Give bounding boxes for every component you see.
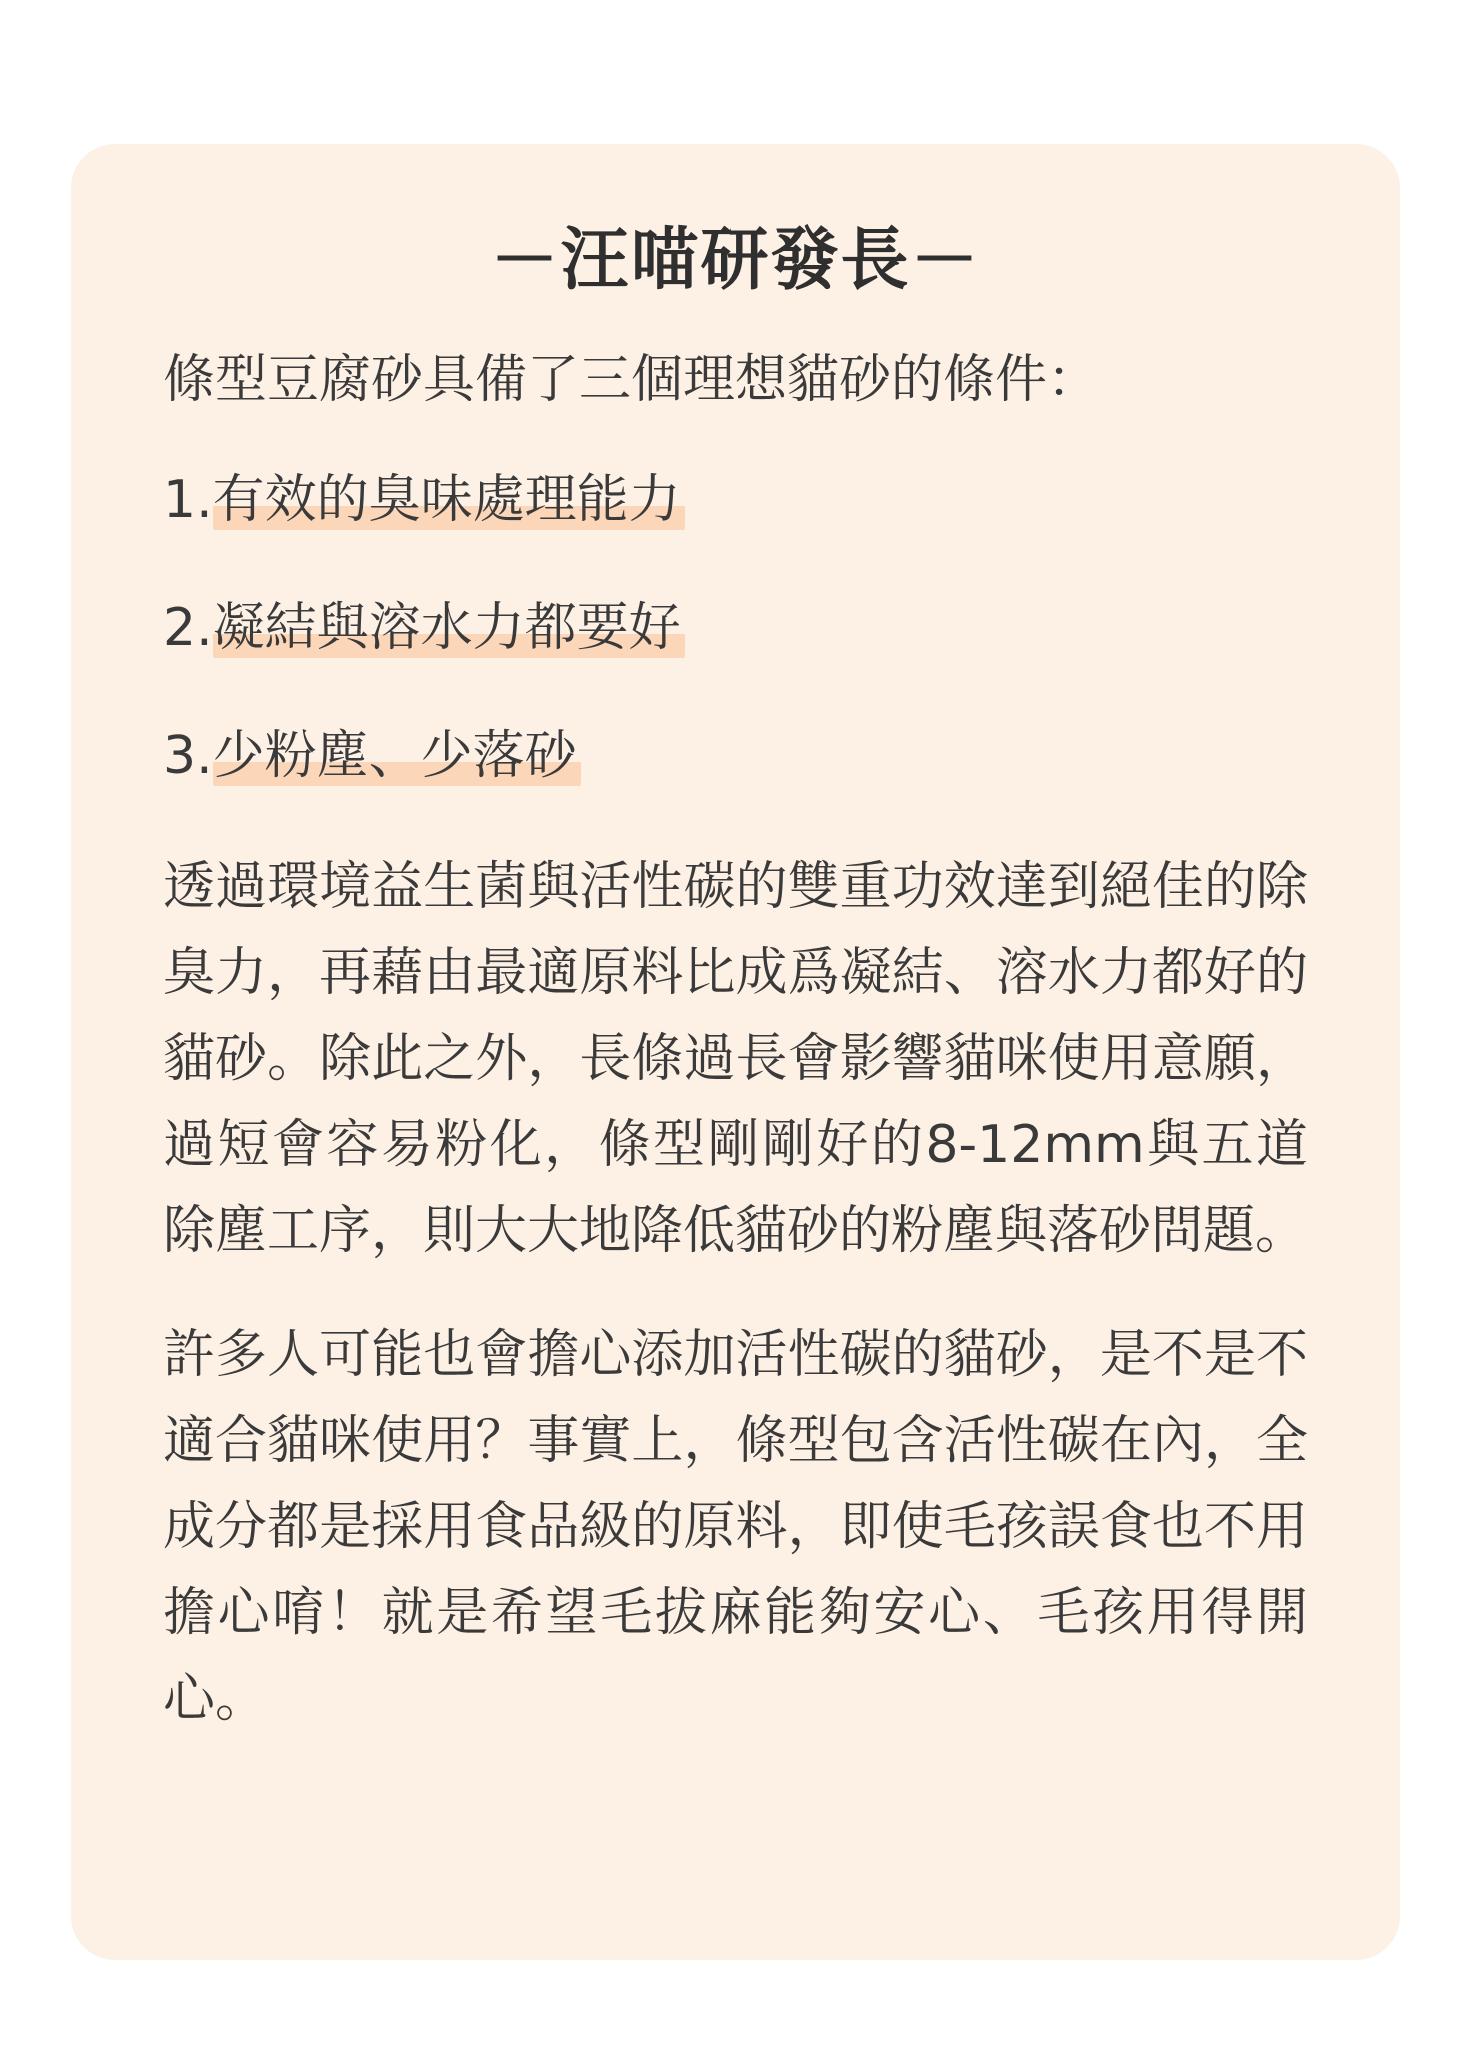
content-card bbox=[71, 144, 1400, 1960]
intro-text: 條型豆腐砂具備了三個理想貓砂的條件： bbox=[163, 350, 1100, 410]
list-item bbox=[163, 464, 1308, 536]
body-paragraph-safety: 許多人可能也會擔心添加活性碳的貓砂，是不是不適合貓咪使用？事實上，條型包含活性碳在內，全成分都是採用食品級的原料，即使毛孩誤食也不用擔心唷！就是希望毛拔麻能夠安心、毛孩用得開心。 bbox=[163, 1325, 1308, 1729]
body-paragraph-deodorize: 透過環境益生菌與活性碳的雙重功效達到絕佳的除臭力，再藉由最適原料比成爲凝結、溶水力都好的貓砂。除此之外，長條過長會影響貓咪使用意願，過短會容易粉化，條型剛剛好的8-12mm與五道除塵工序，則大大地降低貓砂的粉塵與落砂問題。 bbox=[163, 857, 1308, 1261]
list-item-number: 1. bbox=[163, 470, 213, 530]
list-item-highlight: 有效的臭味處理能力 bbox=[213, 464, 685, 536]
list-item-highlight: 少粉塵、少落砂 bbox=[213, 720, 581, 792]
list-item-number: 3. bbox=[163, 726, 213, 786]
list-item-highlight: 凝結與溶水力都要好 bbox=[213, 592, 685, 664]
conditions-list bbox=[163, 464, 1308, 792]
list-item bbox=[163, 592, 1308, 664]
list-item bbox=[163, 720, 1308, 792]
list-item-number: 2. bbox=[163, 598, 213, 658]
page-title: －汪喵研發長－ bbox=[490, 221, 981, 300]
